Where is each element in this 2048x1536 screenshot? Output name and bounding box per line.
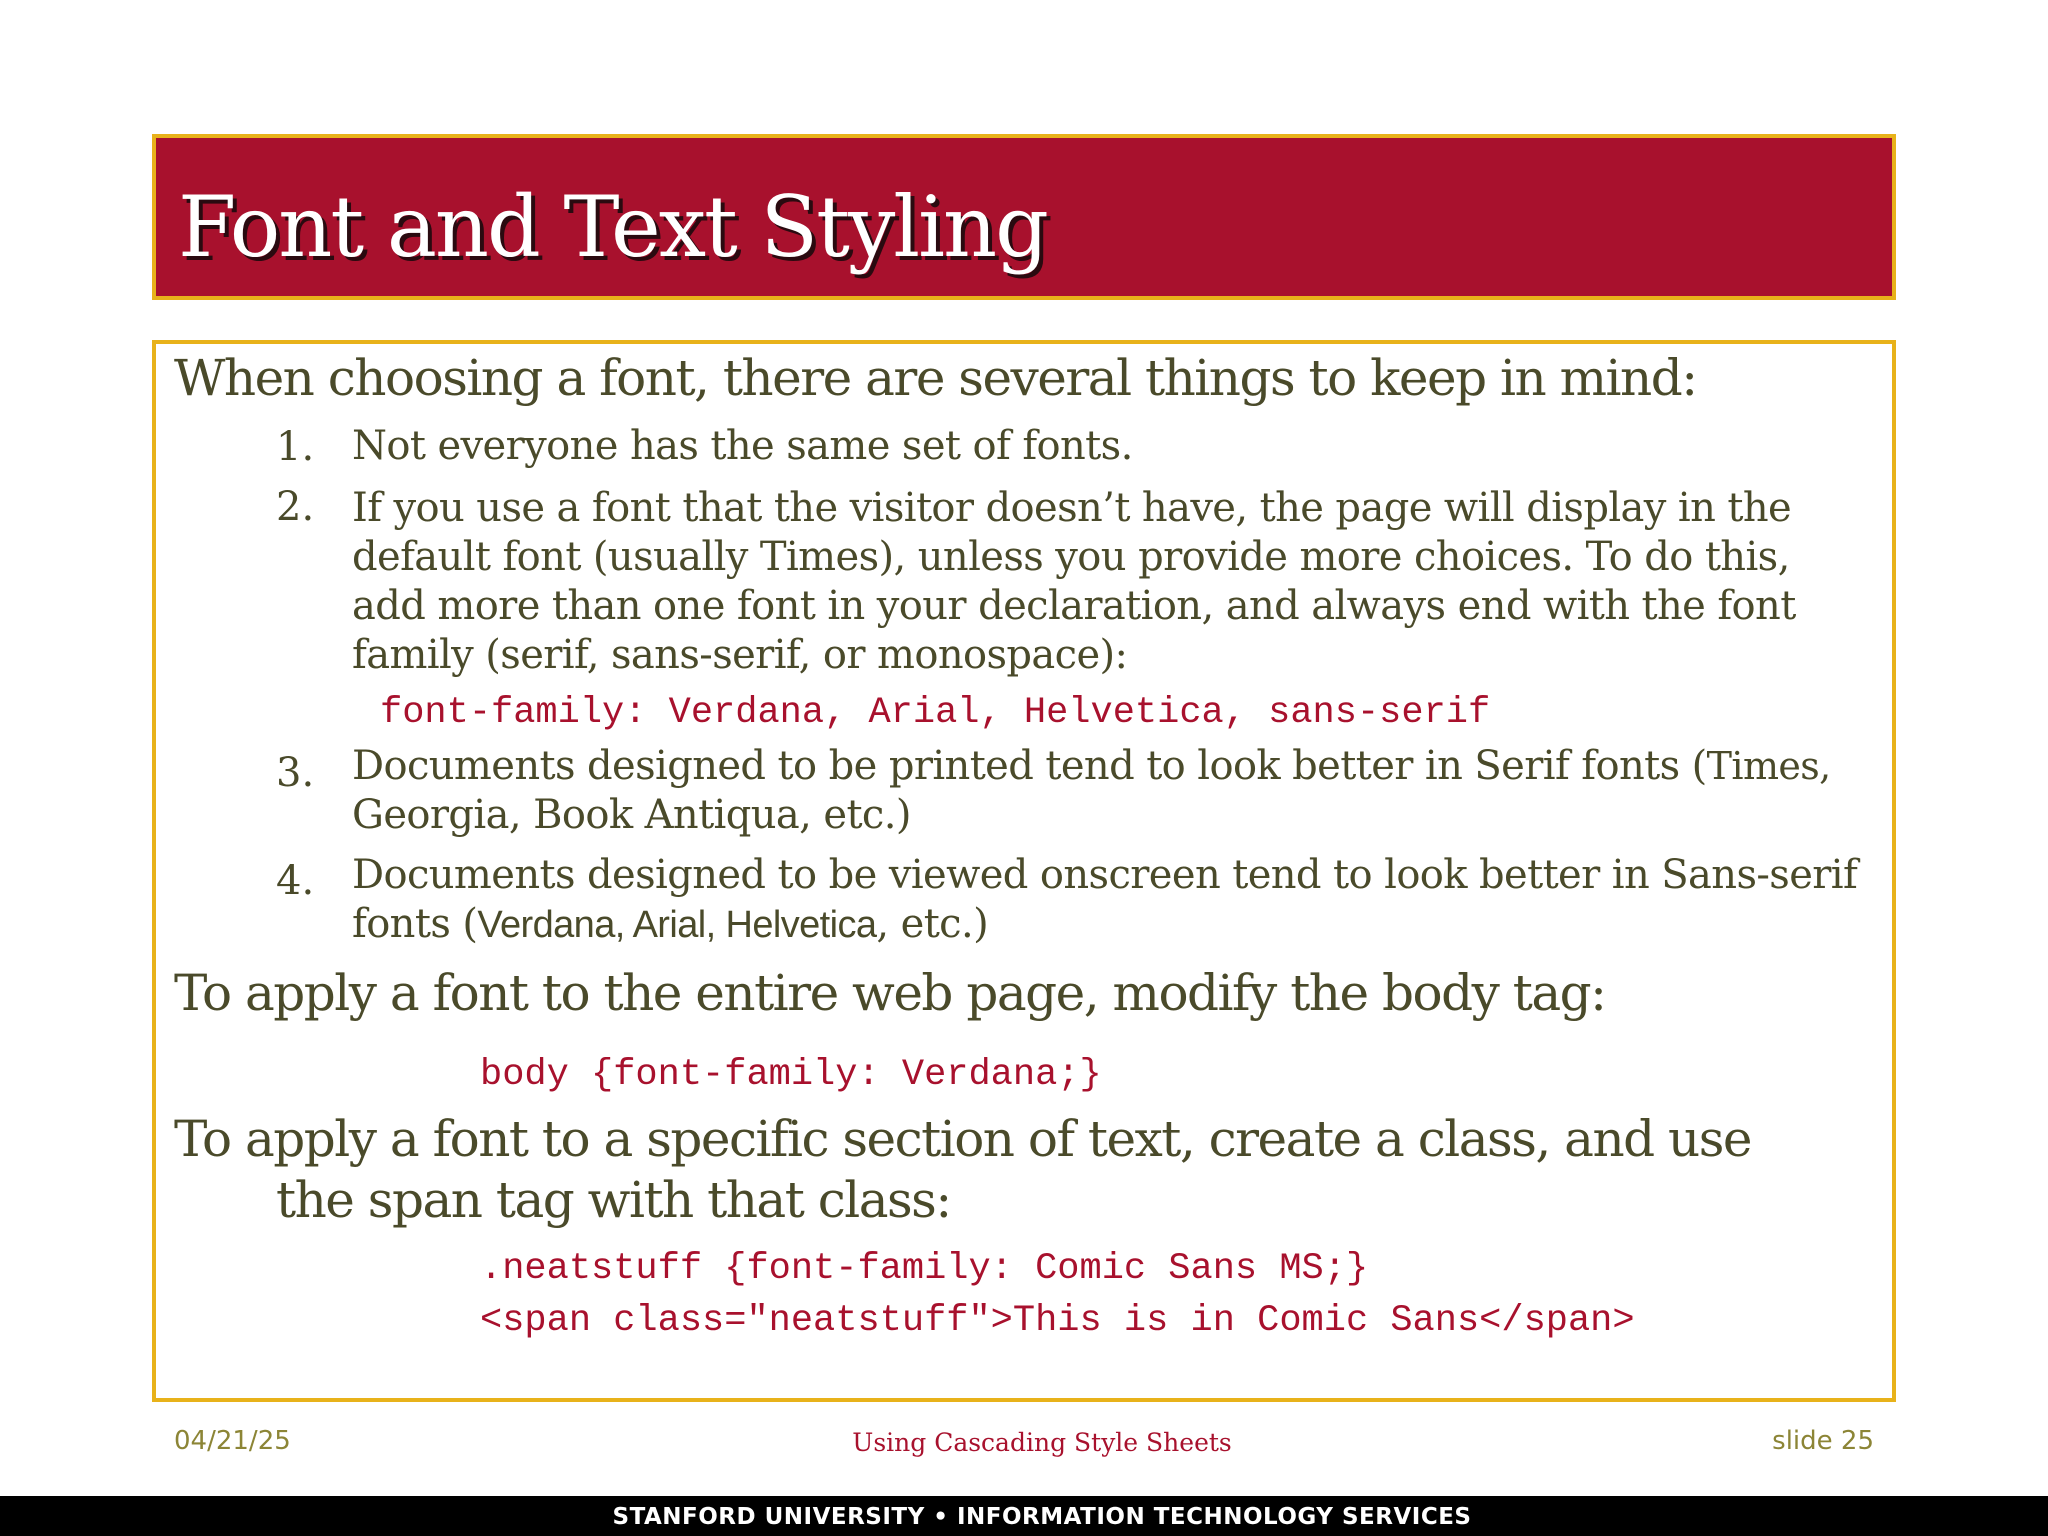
body-tag-code: body {font-family: Verdana;} [480, 1054, 1102, 1096]
footer-slide-number: slide 25 [1772, 1426, 1874, 1456]
item-3-line-1 [352, 742, 1831, 791]
item-3-line-1-prefix: Documents designed to be printed tend to look better in Serif fonts ( [352, 743, 1707, 789]
item-3-line-2: Georgia, Book Antiqua, etc.) [352, 792, 911, 838]
institution-footer-text: STANFORD UNIVERSITY • INFORMATION TECHNOLOGY SERVICES [612, 1504, 1472, 1530]
item-1-number: 1. [276, 424, 315, 470]
item-1-text: Not everyone has the same set of fonts. [352, 423, 1133, 469]
footer-title: Using Cascading Style Sheets [852, 1428, 1232, 1457]
span-class-heading-line-1: To apply a font to a specific section of text, create a class, and use [174, 1110, 1752, 1168]
footer-date: 04/21/25 [174, 1426, 291, 1456]
span-class-code-2: <span class="neatstuff">This is in Comic Sans</span> [480, 1300, 1635, 1342]
item-4-line-1: Documents designed to be viewed onscreen tend to look better in Sans-serif [352, 852, 1858, 898]
span-class-heading-line-2: the span tag with that class: [276, 1171, 951, 1229]
item-3-number: 3. [276, 750, 315, 796]
item-2-line-1: If you use a font that the visitor doesn’t have, the page will display in the [352, 485, 1792, 531]
item-3-serif-examples: Times, [1706, 744, 1831, 788]
slide-title-bar [152, 134, 1896, 300]
item-4-line-2 [352, 900, 988, 950]
intro-heading: When choosing a font, there are several things to keep in mind: [174, 349, 1697, 407]
body-tag-heading: To apply a font to the entire web page, modify the body tag: [174, 964, 1606, 1022]
item-4-number: 4. [276, 858, 315, 904]
item-2-line-4: family (serif, sans-serif, or monospace): [352, 632, 1128, 678]
institution-footer-bar [0, 1496, 2048, 1536]
span-class-code-1: .neatstuff {font-family: Comic Sans MS;} [480, 1248, 1369, 1290]
item-4-line-2-suffix: , etc.) [876, 901, 989, 947]
slide-title: Font and Text Styling [178, 178, 1047, 276]
item-2-number: 2. [276, 484, 315, 530]
item-2-code: font-family: Verdana, Arial, Helvetica, sans-serif [380, 692, 1491, 734]
item-4-line-2-prefix: fonts ( [352, 901, 478, 947]
item-2-line-2: default font (usually Times), unless you provide more choices. To do this, [352, 534, 1790, 580]
item-4-sans-examples: Verdana, Arial, Helvetica [477, 904, 877, 946]
item-2-line-3: add more than one font in your declaration, and always end with the font [352, 583, 1796, 629]
